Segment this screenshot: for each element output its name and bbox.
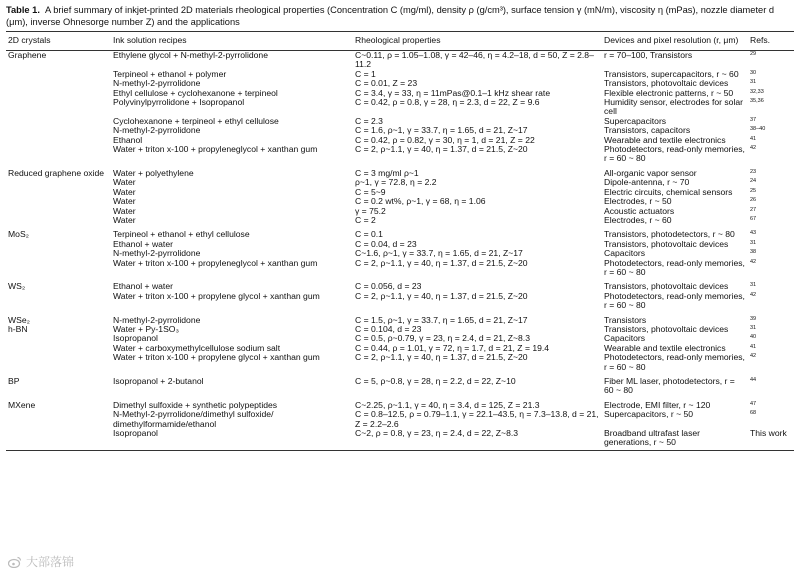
- table-row: [6, 216, 794, 225]
- table-row: [6, 372, 794, 396]
- cell-device: Fiber ML laser, photodetectors, r = 60 ~ 80: [604, 376, 735, 396]
- cell-rheological: C = 5~9: [355, 187, 386, 197]
- cell-recipe: Ethylene glycol + N-methyl-2-pyrrolidone: [113, 50, 268, 60]
- cell-rheological: C = 0.8–12.5, ρ = 0.79–1.1, γ = 22.1–43.5, η = 7.3–13.8, d = 21, Z = 2.2–2.6: [355, 410, 599, 429]
- cell-ref: 30: [750, 69, 757, 76]
- properties-table: [6, 31, 794, 451]
- table-caption: [6, 4, 794, 28]
- table-row: [6, 89, 794, 98]
- header-ink-recipes: Ink solution recipes: [111, 32, 353, 51]
- cell-device: Transistors, photovoltaic devices: [604, 239, 729, 249]
- cell-recipe: Water: [113, 197, 136, 207]
- cell-recipe: Isopropanol: [113, 334, 158, 344]
- cell-rheological: C = 3 mg/ml ρ~1: [355, 167, 419, 178]
- cell-crystal: [6, 136, 111, 145]
- cell-rheological: C~0.11, ρ = 1.05–1.08, γ = 42–46, η = 4.2–18, d = 50, Z = 2.8–11.2: [355, 50, 594, 70]
- cell-crystal: WS₂: [8, 281, 26, 292]
- table-header: [6, 32, 794, 51]
- cell-rheological: C = 0.44, ρ = 1.01, γ = 72, η = 1.7, d = 21, Z = 19.4: [355, 343, 550, 353]
- cell-device: Transistors, photovoltaic devices: [604, 281, 729, 292]
- cell-recipe: Water + triton x-100 + propyleneglycol + xanthan gum: [113, 258, 318, 268]
- cell-ref: 68: [750, 410, 757, 417]
- cell-recipe: Polyvinylpyrrolidone + Isopropanol: [113, 98, 245, 108]
- cell-rheological: C~1.6, ρ~1, γ = 33.7, η = 1.65, d = 21, Z~17: [355, 249, 523, 259]
- table-row: [6, 292, 794, 311]
- header-rheological: Rheological properties: [353, 32, 602, 51]
- cell-ref: This work: [748, 429, 794, 450]
- cell-ref: 23: [750, 168, 757, 175]
- table-row: [6, 117, 794, 126]
- cell-rheological: C = 3.4, γ = 33, η = 11mPas@0.1–1 kHz shear rate: [355, 88, 551, 98]
- cell-rheological: C = 0.104, d = 23: [355, 324, 422, 334]
- table-row: [6, 51, 794, 70]
- cell-ref: 41: [750, 135, 757, 142]
- cell-device: Transistors, capacitors: [604, 126, 691, 136]
- cell-crystal: [6, 117, 111, 126]
- table-row: [6, 197, 794, 206]
- cell-rheological: C = 5, ρ~0.8, γ = 28, η = 2.2, d = 22, Z~10: [355, 376, 516, 386]
- cell-recipe: N-methyl-2-pyrrolidone: [113, 314, 201, 325]
- cell-recipe: Isopropanol + 2-butanol: [113, 376, 204, 386]
- cell-rheological: C~2, ρ = 0.8, γ = 23, η = 2.4, d = 22, Z~8.3: [353, 429, 602, 450]
- cell-crystal: [6, 197, 111, 206]
- cell-recipe: Terpineol + ethanol + polymer: [113, 69, 227, 79]
- cell-rheological: C~2.25, ρ~1.1, γ = 40, η = 3.4, d = 125, Z = 21.3: [355, 399, 540, 410]
- header-2d-crystals: 2D crystals: [6, 32, 111, 51]
- cell-device: Capacitors: [604, 334, 646, 344]
- cell-recipe: Water + polyethylene: [113, 167, 194, 178]
- table-row: [6, 344, 794, 353]
- cell-device: All-organic vapor sensor: [604, 167, 697, 178]
- table-row: [6, 164, 794, 178]
- table-row: [6, 145, 794, 164]
- cell-ref: 42: [750, 258, 757, 265]
- cell-device: Wearable and textile electronics: [604, 343, 726, 353]
- cell-crystal: [6, 259, 111, 278]
- cell-rheological: C = 0.056, d = 23: [355, 281, 422, 292]
- table-row: [6, 240, 794, 249]
- table-row: [6, 429, 794, 450]
- cell-device: Dipole-antenna, r ~ 70: [604, 178, 690, 188]
- cell-crystal: MXene: [8, 399, 36, 410]
- cell-recipe: Water + Py-1SO₃: [113, 324, 179, 334]
- cell-device: r = 70–100, Transistors: [604, 50, 693, 60]
- cell-ref: 43: [750, 230, 757, 237]
- table-label: Table 1.: [6, 5, 40, 15]
- cell-ref: 44: [750, 377, 757, 383]
- cell-device: Acoustic actuators: [604, 206, 675, 216]
- table-caption-text: A brief summary of inkjet-printed 2D materials rheological properties (Concentration C (mg/ml), density ρ (g/cm³), surface tension γ (mN/m), viscosity η (mPas), nozzle diameter d (μm), inverse Ohnesorge number Z) and the applications: [6, 5, 775, 27]
- cell-ref: 31: [750, 324, 757, 331]
- cell-crystal: [6, 292, 111, 311]
- cell-recipe: Ethanol + water: [113, 239, 173, 249]
- cell-device: Humidity sensor, electrodes for solar cell: [604, 98, 743, 117]
- cell-ref: 67: [750, 215, 757, 222]
- cell-ref: 42: [750, 145, 757, 152]
- cell-crystal: [6, 429, 111, 450]
- cell-crystal: h-BN: [8, 324, 28, 334]
- cell-recipe: Cyclohexanone + terpineol + ethyl cellulose: [113, 116, 279, 126]
- cell-recipe: Water + triton x-100 + propylene glycol + xanthan gum: [113, 291, 320, 301]
- cell-crystal: [6, 216, 111, 225]
- cell-recipe: Ethanol: [113, 135, 143, 145]
- cell-rheological: γ = 75.2: [355, 206, 386, 216]
- cell-ref: 47: [750, 400, 757, 407]
- table-row: [6, 136, 794, 145]
- cell-rheological: C = 1.6, ρ~1, γ = 33.7, η = 1.65, d = 21, Z~17: [355, 126, 528, 136]
- cell-recipe: Water: [113, 206, 136, 216]
- cell-recipe: Water + carboxymethylcellulose sodium salt: [113, 343, 281, 353]
- table-row: [6, 79, 794, 88]
- cell-device: Capacitors: [604, 249, 646, 259]
- cell-device: Transistors, photovoltaic devices: [604, 79, 729, 89]
- watermark: [8, 553, 74, 570]
- cell-device: Electric circuits, chemical sensors: [604, 187, 733, 197]
- table-row: [6, 207, 794, 216]
- header-devices: Devices and pixel resolution (r, μm): [602, 32, 748, 51]
- table-body: [6, 51, 794, 451]
- cell-ref: 31: [750, 79, 757, 86]
- cell-recipe: Isopropanol: [111, 429, 353, 450]
- cell-ref: 26: [750, 197, 757, 204]
- table-row: [6, 259, 794, 278]
- cell-ref: 25: [750, 187, 757, 194]
- cell-crystal: [6, 410, 111, 429]
- table-row: [6, 70, 794, 79]
- cell-ref: 38–40: [750, 126, 766, 133]
- cell-rheological: C = 2, ρ~1.1, γ = 40, η = 1.37, d = 21.5, Z~20: [355, 258, 528, 268]
- cell-rheological: C = 2: [355, 215, 376, 225]
- cell-crystal: [6, 188, 111, 197]
- table-row: [6, 311, 794, 325]
- cell-ref: 29: [750, 51, 757, 57]
- table-row: [6, 277, 794, 291]
- cell-recipe: N-methyl-2-pyrrolidone: [113, 249, 201, 259]
- cell-crystal: WSe₂: [8, 314, 30, 325]
- cell-crystal: [6, 240, 111, 249]
- cell-recipe: Water + triton x-100 + propyleneglycol + xanthan gum: [113, 145, 318, 155]
- cell-device: Electrode, EMI filter, r ~ 120: [604, 399, 711, 410]
- cell-recipe: Ethyl cellulose + cyclohexanone + terpineol: [113, 88, 278, 98]
- cell-device: Transistors: [604, 314, 647, 325]
- cell-rheological: C = 2, ρ~1.1, γ = 40, η = 1.37, d = 21.5, Z~20: [355, 291, 528, 301]
- cell-crystal: Reduced graphene oxide: [8, 167, 105, 178]
- cell-device: Electrodes, r ~ 50: [604, 197, 672, 207]
- table-row: [6, 334, 794, 343]
- cell-recipe: N-methyl-2-pyrrolidone: [113, 126, 201, 136]
- cell-recipe: N-Methyl-2-pyrrolidone/dimethyl sulfoxide/ dimethylformamide/ethanol: [113, 410, 274, 429]
- cell-rheological: ρ~1, γ = 72.8, η = 2.2: [355, 178, 437, 188]
- cell-device: Photodetectors, read-only memories, r = 60 ~ 80: [604, 353, 745, 372]
- cell-rheological: C = 1.5, ρ~1, γ = 33.7, η = 1.65, d = 21, Z~17: [355, 314, 528, 325]
- table-row: [6, 225, 794, 239]
- cell-rheological: C = 2, ρ~1.1, γ = 40, η = 1.37, d = 21.5, Z~20: [355, 353, 528, 363]
- table-row: [6, 325, 794, 334]
- cell-rheological: C = 0.5, ρ~0.79, γ = 23, η = 2.4, d = 21, Z~8.3: [355, 334, 530, 344]
- watermark-text: 大部落锦: [26, 555, 75, 569]
- cell-crystal: Graphene: [8, 50, 47, 60]
- cell-device: Transistors, photodetectors, r ~ 80: [604, 229, 735, 240]
- cell-ref: 35,36: [750, 98, 764, 105]
- cell-crystal: [6, 79, 111, 88]
- cell-ref: 40: [750, 334, 757, 341]
- cell-crystal: [6, 98, 111, 117]
- cell-recipe: Water + triton x-100 + propylene glycol + xanthan gum: [113, 353, 320, 363]
- cell-crystal: [6, 178, 111, 187]
- cell-rheological: C = 2.3: [355, 116, 383, 126]
- cell-ref: 41: [750, 343, 757, 350]
- cell-crystal: [6, 353, 111, 372]
- cell-recipe: Ethanol + water: [113, 281, 173, 292]
- cell-ref: 42: [750, 353, 757, 360]
- cell-rheological: C = 0.42, ρ = 0.82, γ = 30, η = 1, d = 21, Z = 22: [355, 135, 535, 145]
- cell-device: Broadband ultrafast laser generations, r ~ 50: [602, 429, 748, 450]
- cell-crystal: [6, 145, 111, 164]
- header-refs: Refs.: [748, 32, 794, 51]
- cell-device: Photodetectors, read-only memories, r = 60 ~ 80: [604, 145, 745, 164]
- cell-recipe: Water: [113, 215, 136, 225]
- cell-recipe: Water: [113, 178, 136, 188]
- cell-device: Wearable and textile electronics: [604, 135, 726, 145]
- cell-crystal: [6, 344, 111, 353]
- cell-ref: 24: [750, 178, 757, 185]
- cell-device: Transistors, supercapacitors, r ~ 60: [604, 69, 739, 79]
- cell-ref: 42: [750, 291, 757, 298]
- cell-rheological: C = 2, ρ~1.1, γ = 40, η = 1.37, d = 21.5, Z~20: [355, 145, 528, 155]
- cell-crystal: [6, 249, 111, 258]
- cell-device: Photodetectors, read-only memories, r = 60 ~ 80: [604, 258, 745, 277]
- cell-device: Flexible electronic patterns, r ~ 50: [604, 88, 734, 98]
- cell-device: Transistors, photovoltaic devices: [604, 324, 729, 334]
- cell-device: Electrodes, r ~ 60: [604, 215, 672, 225]
- cell-rheological: C = 0.1: [355, 229, 383, 240]
- table-row: [6, 178, 794, 187]
- cell-rheological: C = 0.01, Z = 23: [355, 79, 418, 89]
- table-row: [6, 353, 794, 372]
- cell-device: Photodetectors, read-only memories, r = 60 ~ 80: [604, 291, 745, 311]
- cell-ref: 27: [750, 206, 757, 213]
- cell-recipe: Dimethyl sulfoxide + synthetic polypeptides: [113, 399, 278, 410]
- cell-crystal: [6, 70, 111, 79]
- cell-crystal: MoS₂: [8, 229, 30, 240]
- cell-crystal: [6, 207, 111, 216]
- cell-rheological: C = 0.2 wt%, ρ~1, γ = 68, η = 1.06: [355, 197, 486, 207]
- cell-crystal: BP: [8, 376, 20, 386]
- weibo-icon: [8, 556, 22, 568]
- cell-ref: 31: [750, 282, 757, 289]
- cell-rheological: C = 0.42, ρ = 0.8, γ = 28, η = 2.3, d = 22, Z = 9.6: [355, 98, 540, 108]
- cell-crystal: [6, 89, 111, 98]
- cell-rheological: C = 0.04, d = 23: [355, 239, 417, 249]
- table-row: [6, 98, 794, 117]
- table-row: [6, 126, 794, 135]
- cell-ref: 39: [750, 315, 757, 322]
- cell-recipe: Terpineol + ethanol + ethyl cellulose: [113, 229, 250, 240]
- cell-ref: 32,33: [750, 88, 764, 95]
- table-row: [6, 188, 794, 197]
- cell-device: Supercapacitors, r ~ 50: [604, 410, 694, 420]
- cell-device: Supercapacitors: [604, 116, 667, 126]
- cell-ref: 31: [750, 239, 757, 246]
- cell-ref: 38: [750, 249, 757, 256]
- table-row: [6, 249, 794, 258]
- cell-recipe: Water: [113, 187, 136, 197]
- table-row: [6, 396, 794, 410]
- table-row: [6, 410, 794, 429]
- cell-ref: 37: [750, 116, 757, 123]
- cell-crystal: [6, 126, 111, 135]
- cell-rheological: C = 1: [355, 69, 376, 79]
- cell-recipe: N-methyl-2-pyrrolidone: [113, 79, 201, 89]
- cell-crystal: [6, 334, 111, 343]
